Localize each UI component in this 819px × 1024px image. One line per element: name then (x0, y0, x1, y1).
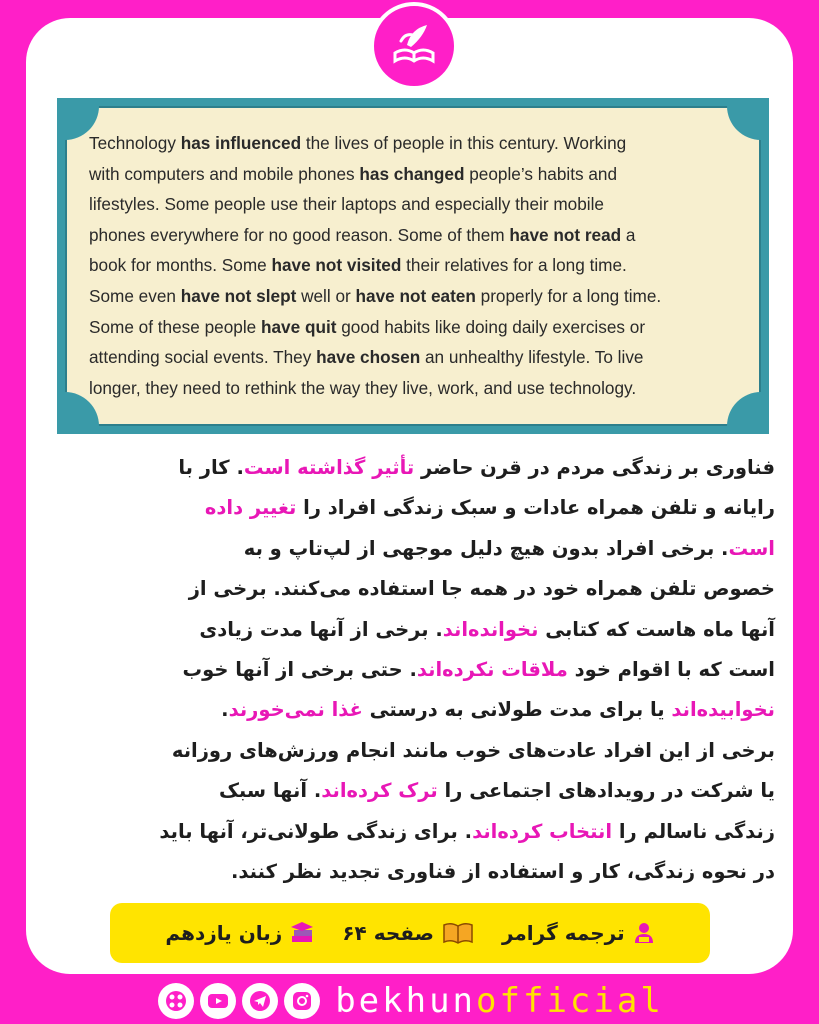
english-line (89, 159, 753, 190)
english-text: well or (296, 285, 356, 306)
instagram-icon (290, 989, 314, 1013)
persian-text: . کار با (178, 456, 244, 479)
english-text: their relatives for a long time. (401, 255, 627, 276)
youtube-link[interactable] (200, 983, 236, 1019)
persian-text: است که با اقوام خود (567, 658, 775, 682)
persian-line (44, 690, 775, 730)
persian-text: . برخی افراد بدون هیچ دلیل موجهی از لپ‌تاپ و به (243, 536, 729, 560)
books-stack-icon (290, 922, 314, 944)
instagram-link[interactable] (284, 983, 320, 1019)
english-line (89, 373, 753, 404)
persian-text: . برخی از آنها مدت زیادی (199, 617, 443, 641)
banner-label-page: صفحه ۶۴ (342, 921, 434, 945)
persian-text-emphasis: نخوابیده‌اند (671, 698, 775, 722)
persian-line (44, 529, 775, 569)
english-text-panel (65, 106, 761, 426)
english-text-frame (57, 98, 769, 434)
english-text: a (621, 224, 636, 245)
persian-text: یا شرکت در رویدادهای اجتماعی را (437, 779, 775, 803)
aparat-icon (164, 989, 188, 1013)
persian-text: در نحوه زندگی، کار و استفاده از فناوری تجدید نظر کنند. (230, 860, 775, 884)
persian-text: برخی از این افراد عادت‌های خوب مانند انجام ورزش‌های روزانه (171, 738, 775, 762)
english-line (89, 342, 753, 373)
persian-line (44, 731, 775, 771)
banner-item-translation (502, 921, 655, 945)
banner-item-page (342, 921, 474, 945)
english-text: an unhealthy lifestyle. To live (420, 347, 644, 368)
english-line (89, 128, 753, 159)
open-book-icon (442, 922, 474, 944)
english-line (89, 189, 753, 220)
persian-line (44, 812, 775, 852)
english-line (89, 312, 753, 343)
persian-text: فناوری بر زندگی مردم در قرن حاضر (414, 456, 775, 479)
english-text-emphasis: has influenced (180, 133, 302, 153)
footer-bar (0, 978, 819, 1024)
banner-label-translation: ترجمه گرامر (501, 921, 625, 945)
persian-text-emphasis: است (728, 536, 775, 560)
brand-handle[interactable] (335, 981, 664, 1021)
persian-text: . برای زندگی طولانی‌تر، آنها باید (159, 819, 473, 843)
persian-line (44, 569, 775, 609)
persian-text: . حتی برخی از آنها خوب (182, 658, 417, 682)
persian-text-emphasis: ملاقات نکرده‌اند (416, 658, 568, 682)
english-text: with computers and mobile phones (89, 163, 360, 184)
persian-text: رایانه و تلفن همراه عادات و سبک زندگی افراد را (296, 496, 775, 520)
english-text-emphasis: have quit (261, 316, 337, 337)
brand-handle-part1: bekhun (335, 981, 477, 1021)
english-line (89, 281, 753, 312)
english-text: attending social events. They (89, 347, 317, 368)
persian-translation (44, 448, 775, 892)
english-text: Technology (89, 133, 181, 153)
english-text: book for months. Some (89, 255, 272, 276)
english-text-emphasis: have not read (509, 224, 622, 245)
english-text: good habits like doing daily exercises or (336, 316, 646, 337)
english-text: people’s habits and (464, 163, 618, 184)
persian-text: . آنها سبک (218, 779, 322, 803)
brand-handle-part2: official (476, 981, 664, 1021)
english-text-emphasis: have not eaten (355, 285, 476, 306)
english-line (89, 250, 753, 281)
english-text: the lives of people in this century. Working (301, 133, 627, 153)
persian-text: زندگی ناسالم را (612, 819, 775, 843)
english-text: longer, they need to rethink the way they live, work, and use technology. (89, 377, 637, 398)
telegram-icon (248, 989, 272, 1013)
persian-text: آنها ماه هاست که کتابی (538, 617, 775, 641)
persian-text-emphasis: انتخاب کرده‌اند (472, 819, 613, 843)
english-text: properly for a long time. (475, 285, 662, 306)
persian-text-emphasis: ترک کرده‌اند (321, 779, 438, 803)
info-banner (110, 903, 710, 963)
english-text: Some of these people (89, 316, 261, 337)
persian-text: یا برای مدت طولانی به درستی (362, 698, 672, 722)
telegram-link[interactable] (242, 983, 278, 1019)
english-text: phones everywhere for no good reason. Some of them (89, 224, 510, 245)
bekhun-logo (370, 2, 458, 90)
english-text: lifestyles. Some people use their laptops and especially their mobile (89, 194, 604, 215)
english-text-emphasis: have not slept (180, 285, 297, 306)
english-text: Some even (89, 285, 181, 306)
persian-line (44, 771, 775, 811)
english-text-emphasis: have not visited (271, 255, 402, 276)
banner-label-grade: زبان یازدهم (165, 921, 283, 945)
persian-line (44, 488, 775, 528)
persian-text-emphasis: تأثیر گذاشته است (243, 456, 415, 479)
english-paragraph (89, 128, 753, 403)
persian-text-emphasis: غذا نمی‌خورند (228, 698, 363, 722)
english-text-emphasis: has changed (359, 163, 465, 184)
student-icon (633, 922, 655, 944)
logo-book-pen-icon (387, 19, 441, 73)
persian-line (44, 610, 775, 650)
persian-text: . (221, 698, 229, 722)
persian-line (44, 650, 775, 690)
banner-item-grade (165, 921, 314, 945)
youtube-icon (206, 989, 230, 1013)
persian-text-emphasis: تغییر داده (204, 496, 297, 520)
persian-line (44, 852, 775, 892)
persian-text: خصوص تلفن همراه خود در همه جا استفاده می‌کنند. برخی از (188, 577, 775, 601)
english-line (89, 220, 753, 251)
persian-text-emphasis: نخوانده‌اند (442, 617, 539, 641)
persian-line (44, 448, 775, 488)
english-text-emphasis: have chosen (316, 347, 421, 368)
aparat-link[interactable] (158, 983, 194, 1019)
